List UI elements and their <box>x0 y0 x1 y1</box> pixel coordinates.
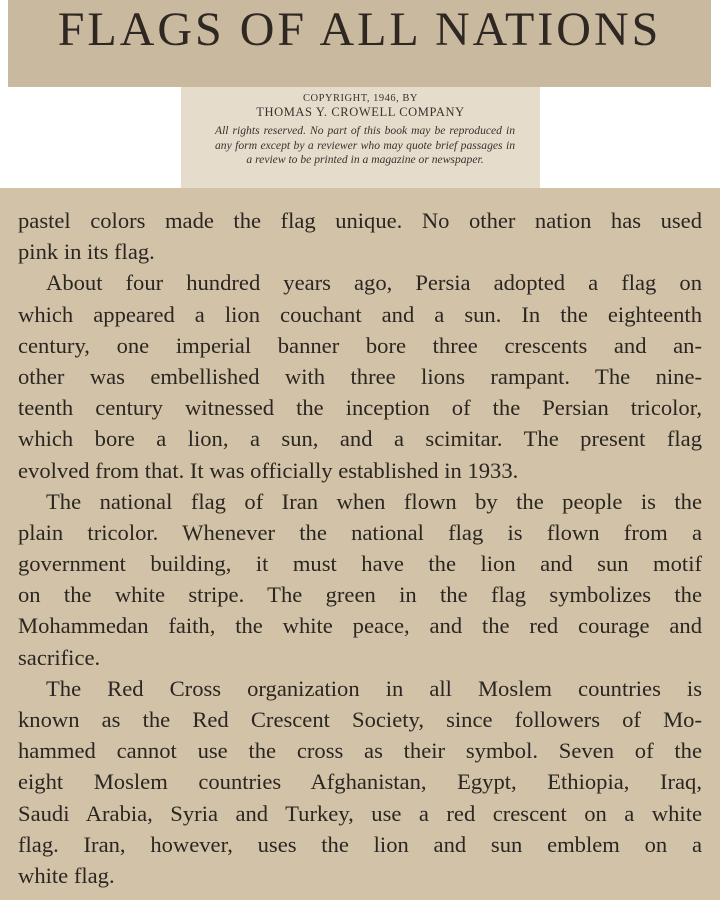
text-line: white flag. <box>18 862 115 888</box>
copyright-line: COPYRIGHT, 1946, BY <box>303 93 418 104</box>
text-line: hammed cannot use the cross as their symbol. Seven of the <box>18 738 702 764</box>
text-line: Mohammedan faith, the white peace, and the red courage and <box>18 613 702 639</box>
text-line: other was embellished with three lions rampant. The nine- <box>18 363 702 389</box>
publisher-name: THOMAS Y. CROWELL COMPANY <box>256 105 465 119</box>
text-line: plain tricolor. Whenever the national flag is flown from a <box>18 519 702 545</box>
text-line: The national flag of Iran when flown by the people is the <box>46 488 702 514</box>
text-line: government building, it must have the lion and sun motif <box>18 551 702 577</box>
book-title: FLAGS OF ALL NATIONS <box>57 3 662 56</box>
text-line: which appeared a lion couchant and a sun. In the eighteenth <box>18 301 702 327</box>
text-line: sacrifice. <box>18 644 101 670</box>
rights-reserved-text: All rights reserved. No part of this book may be reproduced in any form except by a reviewer who may quote brief passages in a review to be printed in a magazine or newspaper. <box>215 124 515 166</box>
text-line: teenth century witnessed the inception of the Persian tricolor, <box>18 395 702 421</box>
text-line: which bore a lion, a sun, and a scimitar. The present flag <box>18 426 702 452</box>
text-line: on the white stripe. The green in the flag symbolizes the <box>18 582 702 608</box>
text-line: About four hundred years ago, Persia adopted a flag on <box>46 270 702 296</box>
text-line: known as the Red Crescent Society, since followers of Mo- <box>18 707 702 732</box>
copyright-notice <box>181 87 540 188</box>
text-line: century, one imperial banner bore three crescents and an- <box>18 332 702 358</box>
text-line: pink in its flag. <box>18 239 155 265</box>
body-text <box>18 205 702 891</box>
text-line: pastel colors made the flag unique. No other nation has used <box>18 208 702 233</box>
text-line: The Red Cross organization in all Moslem countries is <box>46 675 702 701</box>
text-line: flag. Iran, however, uses the lion and sun emblem on a <box>18 831 702 857</box>
text-line: eight Moslem countries Afghanistan, Egypt, Ethiopia, Iraq, <box>18 769 702 795</box>
text-line: Saudi Arabia, Syria and Turkey, use a red crescent on a white <box>18 800 702 826</box>
page-body <box>0 188 720 900</box>
text-line: evolved from that. It was officially established in 1933. <box>18 457 519 483</box>
